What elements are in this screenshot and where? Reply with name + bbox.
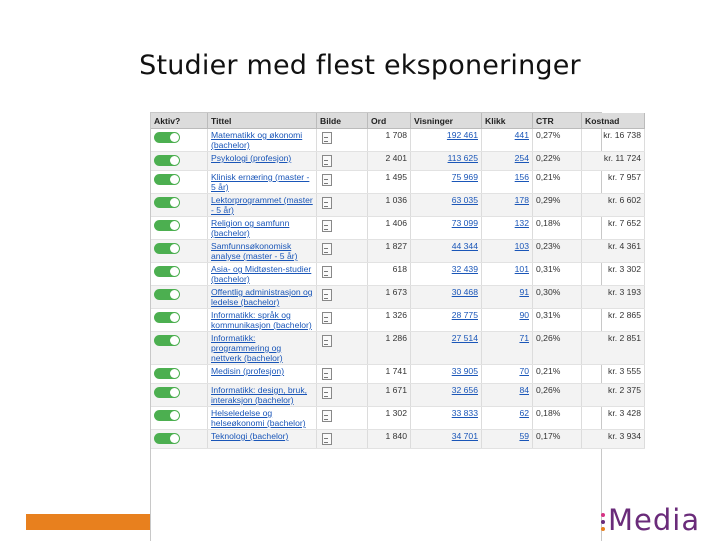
ad-title-link[interactable]: Religion og samfunn (bachelor)	[211, 218, 290, 238]
cell-klikk[interactable]: 62	[482, 407, 533, 430]
cell-bilde	[317, 263, 368, 286]
cell-ctr: 0,30%	[533, 286, 582, 309]
col-header-tittel[interactable]: Tittel	[208, 113, 317, 129]
cell-kostnad: kr. 11 724	[582, 152, 645, 171]
media-logo	[597, 501, 720, 540]
logo-dot	[601, 520, 605, 524]
ad-title-link[interactable]: Medisin (profesjon)	[211, 366, 285, 376]
cell-aktiv	[151, 171, 208, 194]
cell-bilde	[317, 194, 368, 217]
cell-bilde	[317, 332, 368, 365]
active-toggle[interactable]	[154, 197, 180, 208]
cell-bilde	[317, 430, 368, 449]
cell-tittel	[208, 365, 317, 384]
table-row	[151, 430, 645, 449]
cell-aktiv	[151, 332, 208, 365]
cell-bilde	[317, 309, 368, 332]
cell-tittel	[208, 152, 317, 171]
cell-visninger[interactable]: 27 514	[411, 332, 482, 365]
cell-ctr: 0,26%	[533, 384, 582, 407]
cell-ord: 1 840	[368, 430, 411, 449]
cell-aktiv	[151, 407, 208, 430]
ad-title-link[interactable]: Lektorprogrammet (master - 5 år)	[211, 195, 313, 215]
active-toggle[interactable]	[154, 335, 180, 346]
cell-ord: 618	[368, 263, 411, 286]
cell-ctr: 0,18%	[533, 217, 582, 240]
table-row	[151, 286, 645, 309]
cell-tittel	[208, 129, 317, 152]
cell-visninger[interactable]: 75 969	[411, 171, 482, 194]
slide-title: Studier med flest eksponeringer	[139, 50, 581, 81]
cell-kostnad: kr. 7 652	[582, 217, 645, 240]
cell-ord: 1 827	[368, 240, 411, 263]
cell-bilde	[317, 171, 368, 194]
cell-tittel	[208, 286, 317, 309]
ad-title-link[interactable]: Informatikk: design, bruk, interaksjon (bachelor)	[211, 385, 308, 405]
ad-title-link[interactable]: Helseledelse og helseøkonomi (bachelor)	[211, 408, 306, 428]
ad-title-link[interactable]: Offentlig administrasjon og ledelse (bachelor)	[211, 287, 313, 307]
cell-kostnad: kr. 3 555	[582, 365, 645, 384]
table-row	[151, 129, 645, 152]
image-icon[interactable]	[322, 220, 332, 232]
image-icon[interactable]	[322, 410, 332, 422]
cell-aktiv	[151, 194, 208, 217]
active-toggle[interactable]	[154, 243, 180, 254]
logo-text: Media	[608, 503, 701, 537]
cell-visninger[interactable]: 192 461	[411, 129, 482, 152]
table-body	[151, 129, 645, 449]
active-toggle[interactable]	[154, 289, 180, 300]
active-toggle[interactable]	[154, 220, 180, 231]
ad-title-link[interactable]: Psykologi (profesjon)	[211, 153, 292, 163]
cell-kostnad: kr. 2 851	[582, 332, 645, 365]
table-row	[151, 384, 645, 407]
cell-klikk[interactable]: 59	[482, 430, 533, 449]
cell-kostnad: kr. 2 865	[582, 309, 645, 332]
cell-klikk[interactable]: 71	[482, 332, 533, 365]
cell-ord: 1 741	[368, 365, 411, 384]
ad-title-link[interactable]: Matematikk og økonomi (bachelor)	[211, 130, 303, 150]
cell-ctr: 0,26%	[533, 332, 582, 365]
col-header-ctr[interactable]: CTR	[533, 113, 582, 129]
cell-ord: 1 495	[368, 171, 411, 194]
ad-title-link[interactable]: Klinisk ernæring (master - 5 år)	[211, 172, 310, 192]
cell-klikk[interactable]: 101	[482, 263, 533, 286]
image-icon[interactable]	[322, 132, 332, 144]
cell-ctr: 0,17%	[533, 430, 582, 449]
cell-klikk[interactable]: 441	[482, 129, 533, 152]
cell-ctr: 0,29%	[533, 194, 582, 217]
cell-tittel	[208, 332, 317, 365]
cell-aktiv	[151, 365, 208, 384]
cell-kostnad: kr. 7 957	[582, 171, 645, 194]
cell-visninger[interactable]: 30 468	[411, 286, 482, 309]
cell-visninger[interactable]: 113 625	[411, 152, 482, 171]
cell-ctr: 0,31%	[533, 309, 582, 332]
cell-aktiv	[151, 240, 208, 263]
cell-ord: 1 286	[368, 332, 411, 365]
logo-dot	[601, 527, 605, 531]
cell-ord: 1 406	[368, 217, 411, 240]
cell-bilde	[317, 129, 368, 152]
cell-klikk[interactable]: 70	[482, 365, 533, 384]
cell-kostnad: kr. 16 738	[582, 129, 645, 152]
image-icon[interactable]	[322, 335, 332, 347]
cell-aktiv	[151, 384, 208, 407]
image-icon[interactable]	[322, 387, 332, 399]
cell-bilde	[317, 384, 368, 407]
cell-aktiv	[151, 309, 208, 332]
active-toggle[interactable]	[154, 132, 180, 143]
table-row	[151, 332, 645, 365]
cell-kostnad: kr. 3 428	[582, 407, 645, 430]
table-row	[151, 240, 645, 263]
cell-visninger[interactable]: 34 701	[411, 430, 482, 449]
cell-tittel	[208, 430, 317, 449]
col-header-aktiv[interactable]: Aktiv?	[151, 113, 208, 129]
cell-tittel	[208, 263, 317, 286]
table-row	[151, 217, 645, 240]
cell-klikk[interactable]: 103	[482, 240, 533, 263]
table-row	[151, 309, 645, 332]
cell-ctr: 0,18%	[533, 407, 582, 430]
cell-visninger[interactable]: 44 344	[411, 240, 482, 263]
image-icon[interactable]	[322, 312, 332, 324]
image-icon[interactable]	[322, 266, 332, 278]
image-icon[interactable]	[322, 174, 332, 186]
cell-ord: 1 036	[368, 194, 411, 217]
logo-dot	[601, 513, 605, 517]
cell-bilde	[317, 217, 368, 240]
cell-aktiv	[151, 430, 208, 449]
table-row	[151, 171, 645, 194]
cell-ctr: 0,23%	[533, 240, 582, 263]
table-row	[151, 365, 645, 384]
col-header-ord[interactable]: Ord	[368, 113, 411, 129]
cell-ord: 1 673	[368, 286, 411, 309]
col-header-visninger[interactable]: Visninger	[411, 113, 482, 129]
cell-visninger[interactable]: 33 905	[411, 365, 482, 384]
cell-kostnad: kr. 6 602	[582, 194, 645, 217]
accent-bar	[26, 514, 150, 530]
ad-title-link[interactable]: Samfunnsøkonomisk analyse (master - 5 år)	[211, 241, 298, 261]
cell-tittel	[208, 194, 317, 217]
cell-kostnad: kr. 3 934	[582, 430, 645, 449]
cell-ctr: 0,31%	[533, 263, 582, 286]
cell-klikk[interactable]: 91	[482, 286, 533, 309]
cell-bilde	[317, 365, 368, 384]
cell-klikk[interactable]: 254	[482, 152, 533, 171]
active-toggle[interactable]	[154, 368, 180, 379]
table-row	[151, 407, 645, 430]
cell-bilde	[317, 152, 368, 171]
table-header-row	[151, 113, 645, 129]
cell-tittel	[208, 309, 317, 332]
active-toggle[interactable]	[154, 387, 180, 398]
cell-visninger[interactable]: 63 035	[411, 194, 482, 217]
active-toggle[interactable]	[154, 312, 180, 323]
cell-aktiv	[151, 263, 208, 286]
cell-visninger[interactable]: 28 775	[411, 309, 482, 332]
cell-klikk[interactable]: 156	[482, 171, 533, 194]
cell-aktiv	[151, 217, 208, 240]
col-header-klikk[interactable]: Klikk	[482, 113, 533, 129]
cell-visninger[interactable]: 73 099	[411, 217, 482, 240]
cell-aktiv	[151, 152, 208, 171]
table-row	[151, 263, 645, 286]
ad-title-link[interactable]: Informatikk: språk og kommunikasjon (bachelor)	[211, 310, 312, 330]
table-row	[151, 194, 645, 217]
ad-title-link[interactable]: Teknologi (bachelor)	[211, 431, 289, 441]
cell-ctr: 0,27%	[533, 129, 582, 152]
image-icon[interactable]	[322, 368, 332, 380]
image-icon[interactable]	[322, 289, 332, 301]
cell-ctr: 0,22%	[533, 152, 582, 171]
cell-klikk[interactable]: 90	[482, 309, 533, 332]
cell-ord: 2 401	[368, 152, 411, 171]
cell-kostnad: kr. 4 361	[582, 240, 645, 263]
cell-kostnad: kr. 3 193	[582, 286, 645, 309]
image-icon[interactable]	[322, 243, 332, 255]
cell-tittel	[208, 217, 317, 240]
cell-klikk[interactable]: 132	[482, 217, 533, 240]
ads-table	[151, 113, 645, 449]
ads-table-screenshot	[150, 112, 641, 541]
cell-ord: 1 326	[368, 309, 411, 332]
active-toggle[interactable]	[154, 266, 180, 277]
cell-tittel	[208, 407, 317, 430]
cell-aktiv	[151, 129, 208, 152]
cell-tittel	[208, 240, 317, 263]
cell-bilde	[317, 407, 368, 430]
cell-klikk[interactable]: 178	[482, 194, 533, 217]
image-icon[interactable]	[322, 155, 332, 167]
col-header-bilde[interactable]: Bilde	[317, 113, 368, 129]
cell-klikk[interactable]: 84	[482, 384, 533, 407]
cell-tittel	[208, 171, 317, 194]
active-toggle[interactable]	[154, 410, 180, 421]
ad-title-link[interactable]: Informatikk: programmering og nettverk (bachelor)	[211, 333, 283, 363]
table-row	[151, 152, 645, 171]
image-icon[interactable]	[322, 197, 332, 209]
image-icon[interactable]	[322, 433, 332, 445]
cell-kostnad: kr. 2 375	[582, 384, 645, 407]
active-toggle[interactable]	[154, 155, 180, 166]
cell-ctr: 0,21%	[533, 171, 582, 194]
cell-ord: 1 671	[368, 384, 411, 407]
cell-kostnad: kr. 3 302	[582, 263, 645, 286]
cell-ord: 1 708	[368, 129, 411, 152]
cell-tittel	[208, 384, 317, 407]
cell-ord: 1 302	[368, 407, 411, 430]
cell-visninger[interactable]: 32 656	[411, 384, 482, 407]
cell-visninger[interactable]: 32 439	[411, 263, 482, 286]
cell-aktiv	[151, 286, 208, 309]
active-toggle[interactable]	[154, 433, 180, 444]
ad-title-link[interactable]: Asia- og Midtøsten-studier (bachelor)	[211, 264, 312, 284]
col-header-kostnad[interactable]: Kostnad	[582, 113, 645, 129]
cell-bilde	[317, 286, 368, 309]
active-toggle[interactable]	[154, 174, 180, 185]
cell-bilde	[317, 240, 368, 263]
cell-visninger[interactable]: 33 833	[411, 407, 482, 430]
cell-ctr: 0,21%	[533, 365, 582, 384]
